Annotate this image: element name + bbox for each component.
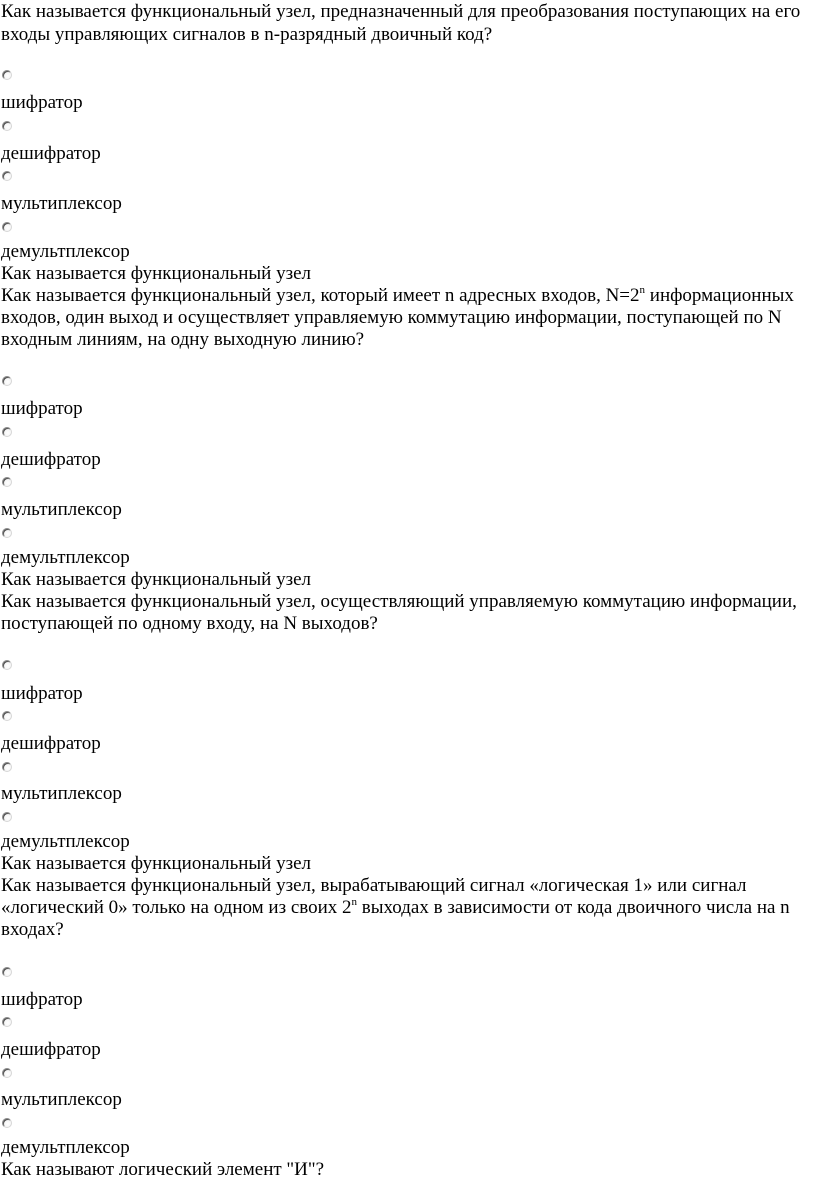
question-4-text-line-3: входах?	[1, 919, 64, 940]
q4-option-2-label: дешифратор	[1, 1039, 101, 1060]
q2-option-4-label: демультплексор	[1, 547, 130, 568]
radio-button-q4-option-3[interactable]	[2, 1068, 12, 1078]
q2-option-3-label: мультиплексор	[1, 499, 122, 520]
question-2-heading: Как называется функциональный узел	[1, 263, 312, 284]
q4-option-3-label: мультиплексор	[1, 1089, 122, 1110]
q4-line2-before: «логический 0» только на одном из своих 2	[1, 897, 352, 918]
q4-line2-superscript: n	[351, 896, 358, 908]
q1-option-3-label: мультиплексор	[1, 193, 122, 214]
q1-option-4-label: демультплексор	[1, 241, 130, 262]
q3-option-3-label: мультиплексор	[1, 783, 122, 804]
radio-button-q1-option-3[interactable]	[2, 171, 12, 181]
q2-line1-before: Как называется функциональный узел, который имеет n адресных входов, N=2	[1, 285, 640, 306]
radio-button-q2-option-4[interactable]	[2, 528, 12, 538]
q2-line1-superscript: n	[639, 284, 646, 296]
radio-button-q3-option-4[interactable]	[2, 812, 12, 822]
radio-button-q4-option-1[interactable]	[2, 967, 12, 977]
q3-option-4-label: демультплексор	[1, 831, 130, 852]
q2-option-1-label: шифратор	[1, 398, 83, 419]
radio-button-q3-option-1[interactable]	[2, 660, 12, 670]
question-2-text-line-2: входов, один выход и осуществляет управляемую коммутацию информации, поступающей по N	[1, 307, 782, 328]
question-1-text-line-1: Как называется функциональный узел, предназначенный для преобразования поступающих на его	[1, 1, 801, 22]
question-3-heading: Как называется функциональный узел	[1, 569, 312, 590]
question-2-text-line-1	[1, 285, 794, 309]
radio-button-q2-option-2[interactable]	[2, 427, 12, 437]
radio-button-q1-option-1[interactable]	[2, 70, 12, 80]
radio-button-q4-option-4[interactable]	[2, 1118, 12, 1128]
radio-button-q2-option-1[interactable]	[2, 376, 12, 386]
radio-button-q1-option-2[interactable]	[2, 121, 12, 131]
q4-line2-after: выходах в зависимости от кода двоичного числа на n	[357, 897, 790, 918]
radio-button-q2-option-3[interactable]	[2, 477, 12, 487]
radio-button-q3-option-3[interactable]	[2, 762, 12, 772]
q4-option-4-label: демультплексор	[1, 1137, 130, 1158]
radio-button-q1-option-4[interactable]	[2, 222, 12, 232]
q3-option-1-label: шифратор	[1, 683, 83, 704]
question-3-text-line-2: поступающей по одному входу, на N выходов?	[1, 613, 378, 634]
q2-option-2-label: дешифратор	[1, 449, 101, 470]
question-1-text-line-2: входы управляющих сигналов в n-разрядный двоичный код?	[1, 24, 493, 45]
question-3-text-line-1: Как называется функциональный узел, осуществляющий управляемую коммутацию информации,	[1, 591, 797, 612]
question-2-text-line-3: входным линиям, на одну выходную линию?	[1, 329, 365, 350]
question-5-text-line-1: Как называют логический элемент "И"?	[1, 1159, 325, 1180]
radio-button-q4-option-2[interactable]	[2, 1017, 12, 1027]
question-4-heading: Как называется функциональный узел	[1, 853, 312, 874]
radio-button-q3-option-2[interactable]	[2, 711, 12, 721]
q4-option-1-label: шифратор	[1, 989, 83, 1010]
q3-option-2-label: дешифратор	[1, 733, 101, 754]
q2-line1-after: информационных	[645, 285, 794, 306]
question-4-text-line-2	[1, 897, 790, 921]
question-4-text-line-1: Как называется функциональный узел, вырабатывающий сигнал «логическая 1» или сигнал	[1, 875, 747, 896]
q1-option-1-label: шифратор	[1, 92, 83, 113]
q1-option-2-label: дешифратор	[1, 143, 101, 164]
